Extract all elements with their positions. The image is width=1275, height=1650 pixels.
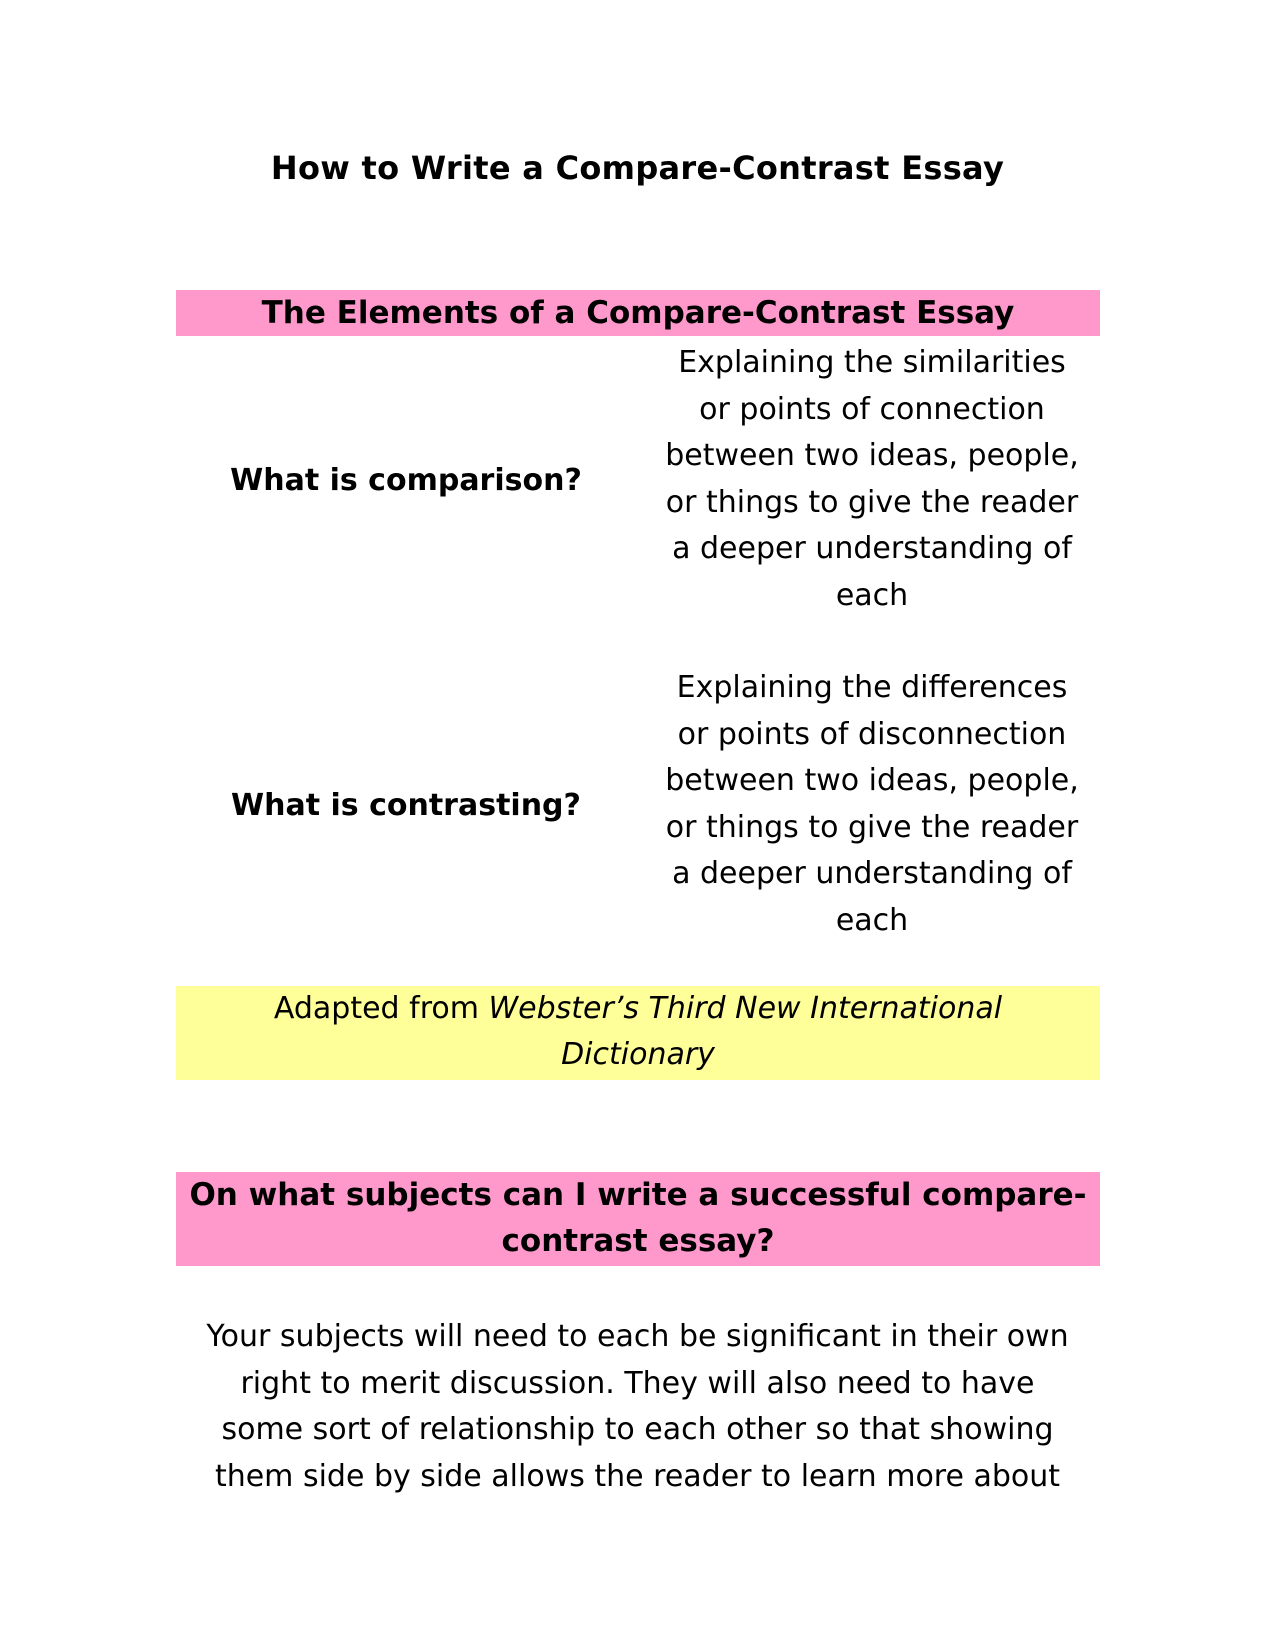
definition-line: or points of disconnection <box>677 716 1067 752</box>
subjects-body-paragraph <box>150 1314 1125 1500</box>
elements-section-header: The Elements of a Compare-Contrast Essay <box>176 290 1100 336</box>
definition-line: or things to give the reader <box>665 809 1079 845</box>
header-line: contrast essay? <box>501 1223 775 1259</box>
body-line: some sort of relationship to each other so that showing <box>221 1412 1054 1447</box>
definition-line: between two ideas, people, <box>665 438 1079 473</box>
term-label: What is comparison? <box>230 462 582 498</box>
definition-text <box>644 665 1100 945</box>
body-line: right to merit discussion. They will also need to have <box>240 1365 1035 1401</box>
source-title-continued: Dictionary <box>561 1037 715 1072</box>
source-title: Webster’s Third New International <box>488 991 1003 1026</box>
source-note-line <box>176 1032 1100 1078</box>
definition-line: each <box>835 577 909 613</box>
header-line: On what subjects can I write a successful compare- <box>189 1177 1087 1213</box>
definition-row-contrasting <box>176 665 1100 945</box>
source-prefix: Adapted from <box>273 991 489 1026</box>
definition-line: Explaining the similarities <box>678 345 1066 380</box>
definition-line: a deeper understanding of <box>672 856 1072 891</box>
source-note-line <box>176 986 1100 1032</box>
definition-line: a deeper understanding of <box>672 531 1072 566</box>
subjects-section-header <box>176 1172 1100 1266</box>
definition-line: Explaining the differences <box>676 670 1068 705</box>
definition-line: or things to give the reader <box>665 484 1079 520</box>
body-line: Your subjects will need to each be significant in their own <box>206 1319 1069 1354</box>
definition-line: or points of connection <box>699 391 1045 427</box>
definition-text <box>644 340 1100 620</box>
definition-row-comparison <box>176 340 1100 620</box>
source-note <box>176 986 1100 1080</box>
term-label: What is contrasting? <box>231 787 581 823</box>
definition-line: between two ideas, people, <box>665 763 1079 798</box>
page-title: How to Write a Compare-Contrast Essay <box>270 149 1005 187</box>
definition-line: each <box>835 902 909 938</box>
body-line: them side by side allows the reader to learn more about <box>214 1458 1061 1494</box>
